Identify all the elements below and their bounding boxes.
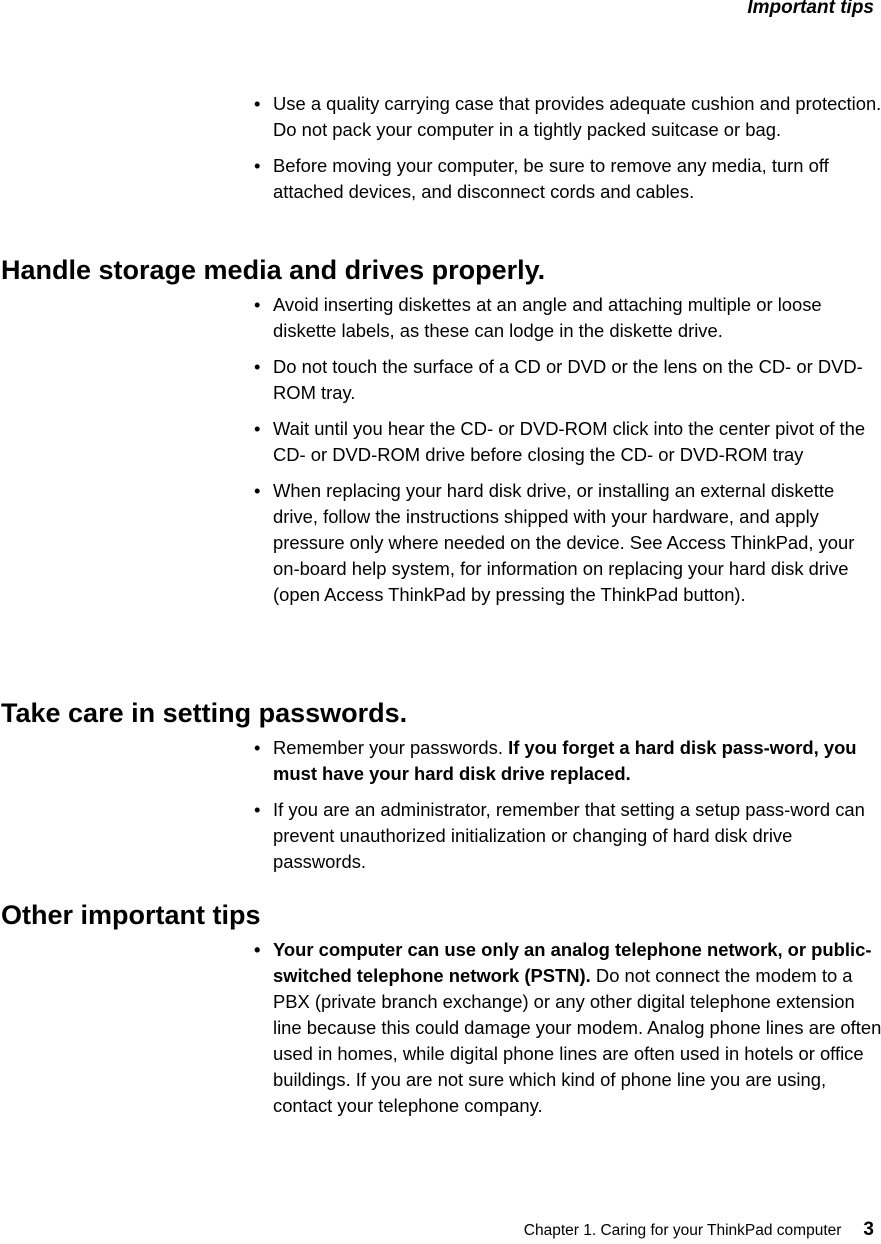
other-tips-bullet-list: [254, 937, 881, 1119]
list-item: [254, 478, 881, 608]
bullet-icon: •: [254, 93, 261, 114]
list-item: [254, 937, 881, 1119]
running-head-title: Important tips: [747, 0, 874, 18]
storage-media-bullet-list: [254, 292, 881, 608]
bullet-bold-text: Your computer can use only an analog telephone network, or public-switched telephone network (PSTN).: [273, 939, 872, 986]
page-footer: [524, 1219, 874, 1241]
bullet-text: Use a quality carrying case that provides adequate cushion and protection. Do not pack your computer in a tightly packed suitcase or bag.: [273, 93, 881, 140]
bullet-icon: •: [254, 418, 261, 439]
bullet-icon: •: [254, 155, 261, 176]
bullet-text: Do not touch the surface of a CD or DVD or the lens on the CD- or DVD-ROM tray.: [273, 356, 863, 403]
bullet-text: Do not connect the modem to a PBX (private branch exchange) or any other digital telephone extension line because this could damage your modem. Analog phone lines are often used in homes, while digital phone lines are often used in hotels or office buildings. If you are not sure which kind of phone line you are using, contact your telephone company.: [273, 965, 881, 1116]
list-item: [254, 735, 881, 787]
list-item: [254, 91, 881, 143]
bullet-icon: •: [254, 356, 261, 377]
bullet-icon: •: [254, 480, 261, 501]
bullet-text: When replacing your hard disk drive, or installing an external diskette drive, follow the instructions shipped with your hardware, and apply pressure only where needed on the device. See Access ThinkPad, your on-board help system, for information on replacing your hard disk drive (open Access ThinkPad by pressing the ThinkPad button).: [273, 480, 855, 605]
bullet-icon: •: [254, 799, 261, 820]
passwords-bullet-list: [254, 735, 881, 875]
bullet-icon: •: [254, 294, 261, 315]
list-item: [254, 416, 881, 468]
bullet-icon: •: [254, 939, 261, 960]
section-heading-other-tips: Other important tips: [1, 900, 261, 930]
bullet-text: Avoid inserting diskettes at an angle and attaching multiple or loose diskette labels, as these can lodge in the diskette drive.: [273, 294, 822, 341]
page-number: 3: [863, 1219, 874, 1240]
bullet-text: Before moving your computer, be sure to remove any media, turn off attached devices, and disconnect cords and cables.: [273, 155, 829, 202]
intro-bullet-list: [254, 91, 881, 205]
bullet-text: Wait until you hear the CD- or DVD-ROM click into the center pivot of the CD- or DVD-ROM drive before closing the CD- or DVD-ROM tray: [273, 418, 866, 465]
bullet-icon: •: [254, 737, 261, 758]
list-item: [254, 797, 881, 875]
section-heading-passwords: Take care in setting passwords.: [1, 698, 408, 728]
list-item: [254, 292, 881, 344]
list-item: [254, 153, 881, 205]
footer-chapter-title: Chapter 1. Caring for your ThinkPad computer: [523, 1222, 842, 1239]
list-item: [254, 354, 881, 406]
bullet-text: If you are an administrator, remember that setting a setup pass-word can prevent unauthorized initialization or changing of hard disk drive passwords.: [273, 799, 865, 872]
bullet-bold-text: If you forget a hard disk pass-word, you must have your hard disk drive replaced.: [273, 737, 857, 784]
section-heading-storage-media: Handle storage media and drives properly.: [1, 255, 546, 285]
bullet-text: Remember your passwords.: [273, 737, 509, 758]
